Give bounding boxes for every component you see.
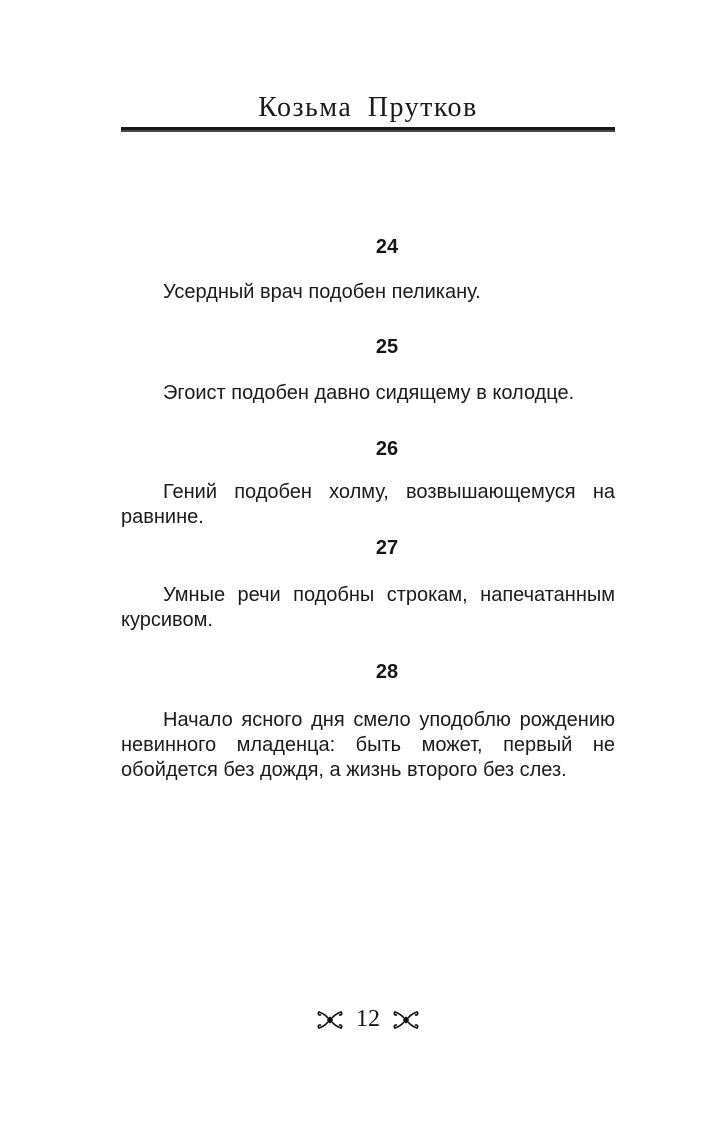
page-header-title: Козьма Прутков [258,92,478,123]
page-content [121,0,615,1122]
aphorism-text: Умные речи подобны строкам, напечатанным курсивом. [121,584,615,631]
aphorism-text: Гений подобен холму, возвышающемуся на равнине. [121,481,615,528]
floral-ornament-icon [392,1009,420,1031]
aphorism-number: 26 [375,438,399,460]
aphorism-number: 28 [375,661,399,683]
page-footer [121,1006,615,1033]
aphorism-text: Начало ясного дня смело уподоблю рождению невинного младенца: быть может, первый не обойдется без дождя, а жизнь второго без слез. [121,709,615,781]
aphorism-text: Усердный врач подобен пеликану. [163,281,481,303]
floral-ornament-icon [316,1009,344,1031]
page-number: 12 [356,1006,380,1032]
aphorism-number: 25 [375,336,399,358]
aphorism-number: 27 [375,537,399,559]
aphorism-number: 24 [375,236,399,258]
header-double-rule [121,127,615,132]
aphorism-text: Эгоист подобен давно сидящему в колодце. [163,382,575,404]
